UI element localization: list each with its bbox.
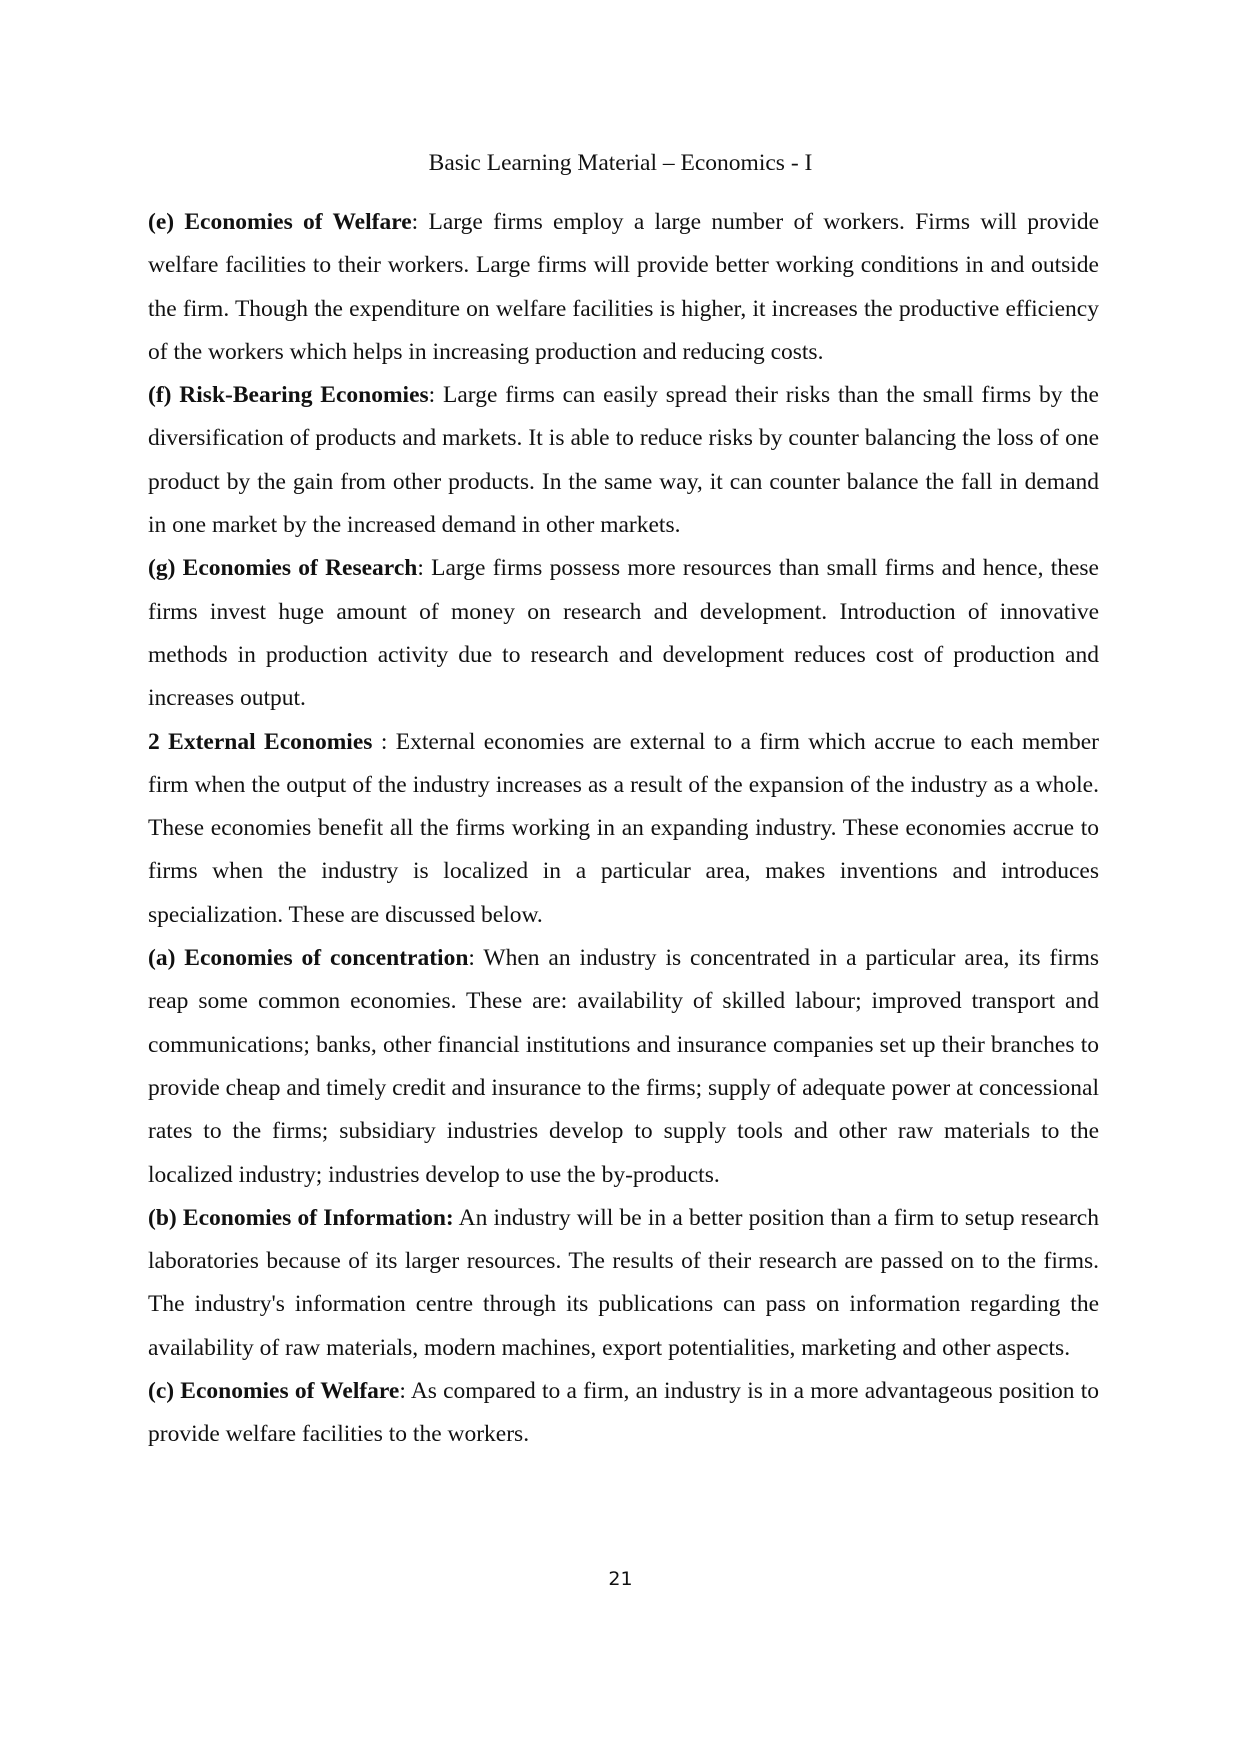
paragraph-heading: (e) Economies of Welfare bbox=[148, 209, 412, 235]
paragraph-heading: (a) Economies of concentration bbox=[148, 945, 469, 972]
paragraph-heading: (b) Economies of Information: bbox=[148, 1204, 454, 1231]
paragraph-text: Large firms employ a large number of workers. Firms will provide welfare facilities to their workers. Large firms will provide better working conditions in and outside the firm. Though the expenditure on welfare facilities is higher, it increases the productive efficiency of the workers which helps in increasing production and reducing costs. bbox=[148, 209, 1099, 365]
paragraph-text: As compared to a firm, an industry is in a more advantageous position to provide welfare facilities to the workers. bbox=[148, 1378, 1100, 1448]
heading-separator: : bbox=[428, 382, 444, 409]
paragraph-external-economies bbox=[148, 721, 1099, 937]
paragraph-economies-of-welfare-firm bbox=[148, 201, 1099, 374]
paragraph-economies-of-welfare-industry bbox=[148, 1370, 1099, 1457]
heading-separator: : bbox=[411, 209, 429, 235]
heading-separator: : bbox=[372, 728, 396, 755]
paragraph-heading: 2 External Economies bbox=[148, 728, 373, 755]
heading-separator: : bbox=[468, 945, 484, 972]
body-text bbox=[148, 201, 1099, 1457]
paragraph-heading: (c) Economies of Welfare bbox=[148, 1378, 400, 1405]
paragraph-text: When an industry is concentrated in a particular area, its firms reap some common economies. These are: availability of skilled labour; improved transport and communications; banks, other financial institutions and insurance companies set up their branches to provide cheap and timely credit and insurance to the firms; supply of adequate power at concessional rates to the firms; subsidiary industries develop to supply tools and other raw materials to the localized industry; industries develop to use the by-products. bbox=[148, 945, 1099, 1188]
paragraph-risk-bearing-economies bbox=[148, 374, 1099, 547]
paragraph-economies-of-research bbox=[148, 547, 1099, 720]
paragraph-economies-of-concentration bbox=[148, 937, 1099, 1197]
paragraph-text: An industry will be in a better position than a firm to setup research laboratories because of its larger resources. The results of their research are passed on to the firms. The industry's information centre through its publications can pass on information regarding the availability of raw materials, modern machines, export potentialities, marketing and other aspects. bbox=[148, 1204, 1099, 1361]
page-number: 21 bbox=[608, 1568, 633, 1590]
paragraph-economies-of-information bbox=[148, 1197, 1099, 1370]
paragraph-heading: (g) Economies of Research bbox=[148, 555, 418, 582]
paragraph-text: External economies are external to a firm which accrue to each member firm when the output of the industry increases as a result of the expansion of the industry as a whole. These economies benefit all the firms working in an expanding industry. These economies accrue to firms when the industry is localized in a particular area, makes inventions and introduces specialization. These are discussed below. bbox=[148, 728, 1099, 928]
heading-separator: : bbox=[399, 1378, 411, 1405]
running-header: Basic Learning Material – Economics - I bbox=[428, 150, 813, 176]
paragraph-text: Large firms possess more resources than small firms and hence, these firms invest huge amount of money on research and development. Introduction of innovative methods in production activity due to research and development reduces cost of production and increases output. bbox=[148, 555, 1099, 712]
heading-separator: : bbox=[417, 555, 432, 582]
paragraph-heading: (f) Risk-Bearing Economies bbox=[148, 382, 429, 409]
paragraph-text: Large firms can easily spread their risks than the small firms by the diversification of products and markets. It is able to reduce risks by counter balancing the loss of one product by the gain from other products. In the same way, it can counter balance the fall in demand in one market by the increased demand in other markets. bbox=[148, 382, 1099, 539]
